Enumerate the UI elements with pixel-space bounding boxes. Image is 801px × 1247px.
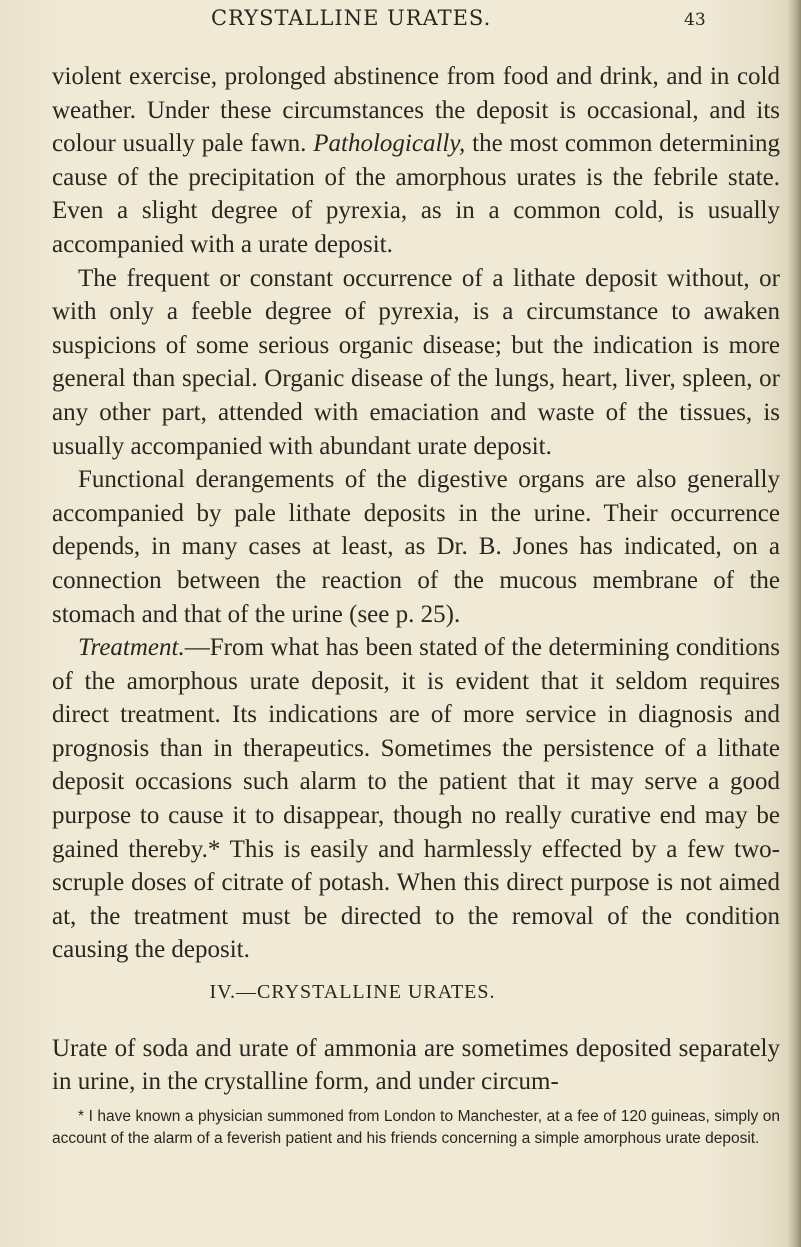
main-text [52, 60, 780, 967]
footnote [52, 1106, 780, 1150]
running-title: CRYSTALLINE URATES. [211, 6, 492, 30]
section-paragraph: Urate of soda and urate of ammonia are sometimes deposited separately in urine, in the crystalline form, and under circum- [52, 1035, 780, 1095]
paragraph-4-text: —From what has been stated of the determining conditions of the amorphous urate deposit, it is evident that it seldom requires direct treatment. Its indications are of more service in diagnosis and prognosis than in therapeutics. Sometimes the persistence of a lithate deposit occasions such alarm to the patient that it may serve a good purpose to cause it to disappear, though no really curative end may be gained thereby.* This is easily and harmlessly effected by a few two-scruple doses of citrate of potash. When this direct purpose is not aimed at, the treatment must be directed to the removal of the condition causing the deposit. [52, 634, 780, 964]
paragraph-4 [52, 631, 780, 967]
treatment-italic: Treatment. [78, 634, 185, 662]
page-edge-shadow [787, 0, 801, 1247]
paragraph-3: Functional derangements of the digestive organs are also generally accompanied by pale lithate deposits in the urine. Their occurrence depends, in many cases at least, as Dr. B. Jones has indicated, on a connection between the reaction of the mucous membrane of the stomach and that of the urine (see p. 25). [52, 466, 780, 628]
paragraph-1 [52, 60, 780, 262]
section-heading-text: IV.—CRYSTALLINE URATES. [209, 981, 496, 1003]
section-heading [0, 981, 801, 1004]
running-header [0, 6, 801, 36]
pathologically-italic: Pathologically, [313, 130, 466, 158]
paragraph-1-rest: the most common determining cause of the precipitation of the amorphous urates is the febrile state. Even a slight degree of pyrexia, as in a common cold, is usually accompanied with a urate deposit. [52, 130, 781, 258]
footnote-text: * I have known a physician summoned from London to Manchester, at a fee of 120 guineas, simply on account of the alarm of a feverish patient and his friends concerning a simple amorphous urate deposit. [52, 1108, 780, 1147]
paragraph-1-start: violent exercise, prolonged abstinence from food and drink, and in cold weather. Under these circumstances the deposit is occasional, and its colour usually pale fawn. [52, 63, 780, 158]
paragraph-2: The frequent or constant occurrence of a lithate deposit without, or with only a feeble degree of pyrexia, is a circumstance to awaken suspicions of some serious organic disease; but the indication is more general than special. Organic disease of the lungs, heart, liver, spleen, or any other part, attended with emaciation and waste of the tissues, is usually accompanied with abundant urate deposit. [52, 264, 780, 460]
page-number: 43 [684, 10, 706, 30]
